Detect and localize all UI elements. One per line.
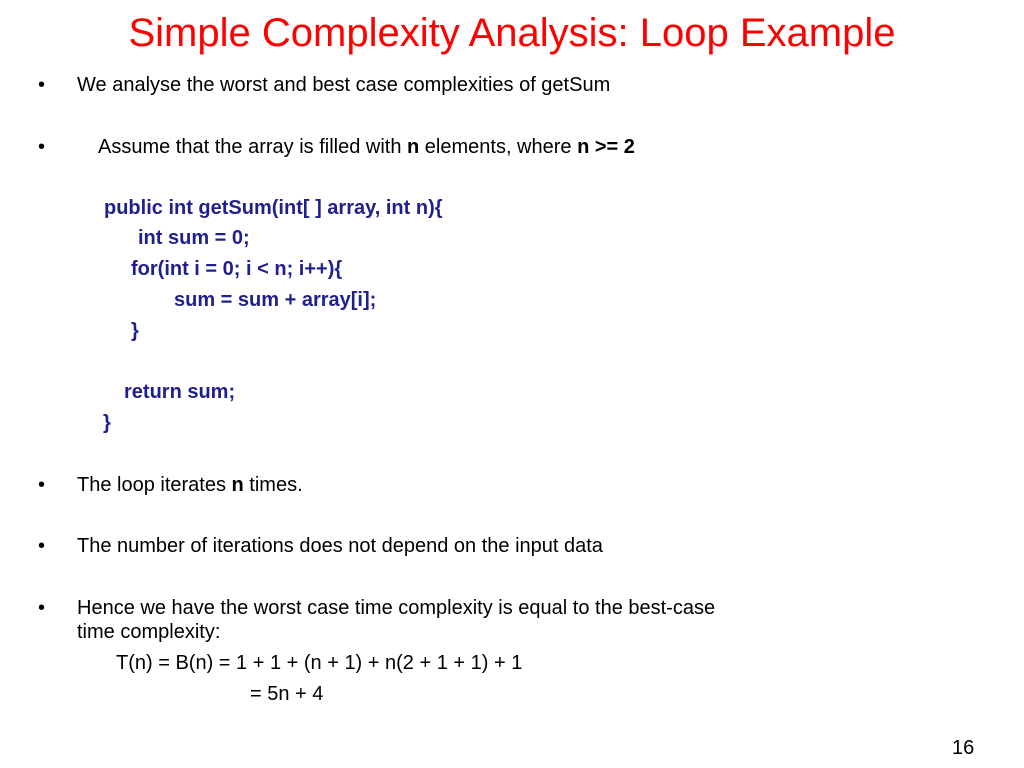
equation-line-2: = 5n + 4 xyxy=(250,683,324,705)
bullet-marker: • xyxy=(38,474,46,496)
code-line-3: for(int i = 0; i < n; i++){ xyxy=(131,258,343,280)
code-line-5: } xyxy=(131,320,139,342)
bullet-marker: • xyxy=(38,136,46,158)
bullet-5-line-1: Hence we have the worst case time complexity is equal to the best-case xyxy=(77,597,716,619)
page-number: 16 xyxy=(952,737,975,759)
bullet-2-part: Assume that the array is filled with xyxy=(98,136,408,158)
bullet-marker: • xyxy=(38,597,46,619)
bullet-3-text xyxy=(77,472,303,498)
bullet-3-n: n xyxy=(231,474,244,496)
bullet-5-line-2: time complexity: xyxy=(77,621,221,643)
bullet-3-part: times. xyxy=(243,474,303,496)
code-line-1: public int getSum(int[ ] array, int n){ xyxy=(104,197,443,219)
bullet-1-text: We analyse the worst and best case complexities of getSum xyxy=(77,74,611,96)
slide-title: Simple Complexity Analysis: Loop Example xyxy=(128,11,896,55)
code-line-6: return sum; xyxy=(124,381,236,403)
bullet-4-text: The number of iterations does not depend on the input data xyxy=(77,535,603,557)
bullet-2-part: elements, where xyxy=(419,136,578,158)
code-line-4: sum = sum + array[i]; xyxy=(174,289,377,311)
bullet-2-condition: n >= 2 xyxy=(577,136,635,158)
code-line-7: } xyxy=(103,412,111,434)
bullet-3-part: The loop iterates xyxy=(77,474,232,496)
bullet-marker: • xyxy=(38,74,46,96)
equation-line-1: T(n) = B(n) = 1 + 1 + (n + 1) + n(2 + 1 + 1) + 1 xyxy=(116,652,523,674)
code-line-2: int sum = 0; xyxy=(138,227,250,249)
bullet-2-text xyxy=(98,134,635,160)
bullet-2-n: n xyxy=(407,136,420,158)
bullet-marker: • xyxy=(38,535,46,557)
